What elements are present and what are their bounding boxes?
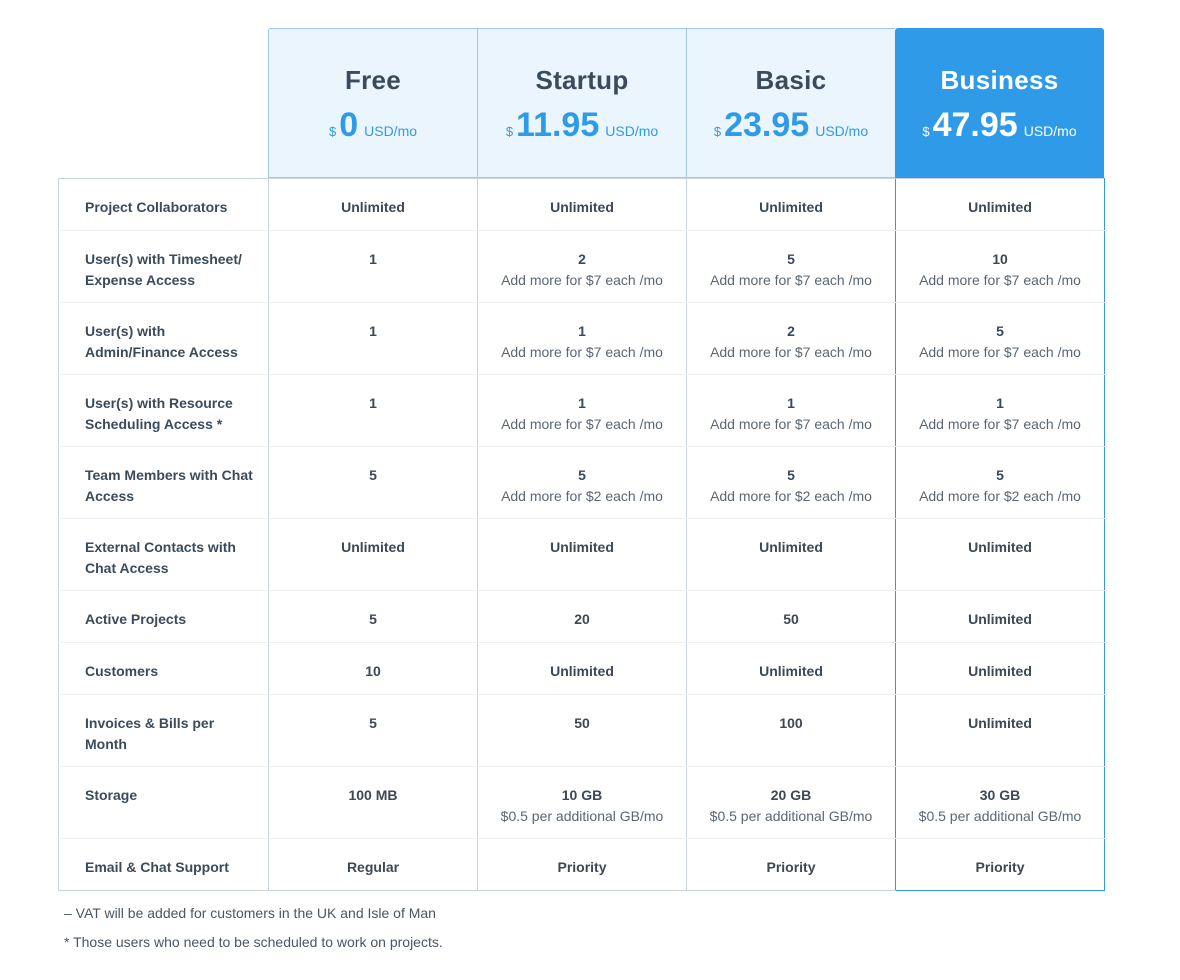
value-note: Add more for $2 each /mo: [710, 488, 872, 504]
feature-value: [687, 375, 896, 447]
feature-value: [896, 519, 1105, 591]
value-main: 1: [996, 395, 1004, 411]
value-main: 100: [779, 715, 803, 731]
feature-value: [896, 231, 1105, 303]
feature-value: [896, 767, 1105, 839]
feature-value: [478, 231, 687, 303]
currency-symbol: $: [328, 124, 337, 139]
feature-label: Invoices & Bills per Month: [59, 695, 269, 767]
feature-label: Customers: [59, 643, 269, 695]
value-main: Priority: [975, 859, 1025, 875]
plan-price: [687, 106, 895, 145]
value-note: Add more for $7 each /mo: [710, 416, 872, 432]
feature-value: [269, 695, 478, 767]
feature-value: [269, 519, 478, 591]
table-row: [59, 179, 1105, 231]
table-row: [59, 375, 1105, 447]
feature-value: [478, 767, 687, 839]
plan-header-basic: [686, 28, 895, 178]
table-row: [59, 591, 1105, 643]
value-note: Add more for $2 each /mo: [919, 488, 1081, 504]
value-main: 100 MB: [348, 787, 398, 803]
feature-value: [269, 767, 478, 839]
feature-value: [478, 447, 687, 519]
table-row: [59, 231, 1105, 303]
value-main: 1: [369, 395, 377, 411]
value-main: 10: [992, 251, 1008, 267]
table-row: [59, 447, 1105, 519]
value-note: Add more for $7 each /mo: [710, 344, 872, 360]
table-row: [59, 303, 1105, 375]
currency-symbol: $: [713, 124, 722, 139]
value-main: 5: [369, 611, 377, 627]
feature-value: [687, 767, 896, 839]
value-main: 5: [787, 467, 795, 483]
feature-label: User(s) with Admin/Finance Access: [59, 303, 269, 375]
feature-value: [896, 643, 1105, 695]
feature-value: [478, 643, 687, 695]
feature-value: [687, 179, 896, 231]
value-main: Unlimited: [759, 539, 823, 555]
value-main: Unlimited: [341, 199, 405, 215]
value-main: 5: [369, 715, 377, 731]
value-main: Unlimited: [968, 611, 1032, 627]
value-main: Unlimited: [341, 539, 405, 555]
feature-value: [269, 839, 478, 891]
feature-value: [687, 519, 896, 591]
feature-label: Project Collaborators: [59, 179, 269, 231]
plan-name: Business: [940, 65, 1059, 95]
value-main: Unlimited: [968, 663, 1032, 679]
value-main: 1: [369, 323, 377, 339]
feature-label: User(s) with Timesheet/ Expense Access: [59, 231, 269, 303]
value-main: 5: [578, 467, 586, 483]
feature-value: [896, 839, 1105, 891]
price-unit: USD/mo: [1023, 123, 1077, 139]
feature-value: [478, 375, 687, 447]
feature-label: User(s) with Resource Scheduling Access *: [59, 375, 269, 447]
plan-header-startup: [477, 28, 686, 178]
value-main: 5: [369, 467, 377, 483]
feature-value: [687, 591, 896, 643]
currency-symbol: $: [922, 124, 930, 139]
feature-label: Storage: [59, 767, 269, 839]
value-main: 10: [365, 663, 381, 679]
value-main: 10 GB: [561, 787, 603, 803]
value-note: Add more for $7 each /mo: [501, 344, 663, 360]
value-main: Priority: [766, 859, 816, 875]
value-main: 2: [787, 323, 795, 339]
pricing-table: [58, 28, 1105, 891]
price-unit: USD/mo: [364, 123, 418, 139]
value-main: 1: [578, 323, 586, 339]
feature-table: [58, 178, 1105, 891]
feature-value: [478, 839, 687, 891]
value-note: Add more for $7 each /mo: [919, 344, 1081, 360]
feature-value: [687, 231, 896, 303]
feature-value: [478, 591, 687, 643]
value-main: 1: [369, 251, 377, 267]
value-main: Regular: [346, 859, 400, 875]
price-amount: 0: [339, 106, 359, 144]
feature-value: [269, 591, 478, 643]
feature-value: [269, 303, 478, 375]
plan-price: [896, 106, 1103, 145]
price-amount: 47.95: [932, 106, 1018, 144]
value-note: $0.5 per additional GB/mo: [709, 808, 873, 824]
feature-value: [478, 303, 687, 375]
feature-value: [687, 695, 896, 767]
value-main: 5: [787, 251, 795, 267]
feature-value: [269, 447, 478, 519]
value-main: 30 GB: [979, 787, 1021, 803]
value-main: 1: [787, 395, 795, 411]
value-note: Add more for $7 each /mo: [710, 272, 872, 288]
feature-label: External Contacts with Chat Access: [59, 519, 269, 591]
feature-value: [896, 591, 1105, 643]
table-row: [59, 695, 1105, 767]
value-note: Add more for $7 each /mo: [919, 416, 1081, 432]
currency-symbol: $: [505, 124, 514, 139]
plan-name: Free: [344, 65, 402, 95]
table-row: [59, 839, 1105, 891]
value-main: Priority: [557, 859, 607, 875]
value-main: Unlimited: [759, 199, 823, 215]
plan-header-business: [895, 28, 1104, 178]
value-note: Add more for $2 each /mo: [501, 488, 663, 504]
value-main: 5: [996, 467, 1004, 483]
plan-header-row: [268, 28, 1105, 178]
price-amount: 11.95: [516, 106, 600, 144]
feature-value: [896, 447, 1105, 519]
vat-note: – VAT will be added for customers in the UK and Isle of Man: [64, 905, 436, 921]
value-main: Unlimited: [968, 199, 1032, 215]
feature-label: Team Members with Chat Access: [59, 447, 269, 519]
value-main: 5: [996, 323, 1004, 339]
feature-value: [478, 695, 687, 767]
price-amount: 23.95: [724, 106, 810, 144]
feature-value: [269, 643, 478, 695]
feature-label: Email & Chat Support: [59, 839, 269, 891]
value-note: Add more for $7 each /mo: [501, 416, 663, 432]
value-main: Unlimited: [968, 539, 1032, 555]
value-main: 20 GB: [770, 787, 812, 803]
scheduling-note: * Those users who need to be scheduled to work on projects.: [64, 934, 443, 950]
plan-price: [478, 106, 686, 145]
feature-value: [269, 231, 478, 303]
feature-value: [896, 375, 1105, 447]
price-unit: USD/mo: [605, 123, 659, 139]
value-main: 50: [783, 611, 799, 627]
plan-price: [269, 106, 477, 145]
feature-value: [896, 179, 1105, 231]
footnotes: [64, 905, 443, 963]
table-row: [59, 519, 1105, 591]
value-main: 50: [574, 715, 590, 731]
plan-name: Startup: [535, 65, 629, 95]
value-main: Unlimited: [550, 199, 614, 215]
feature-value: [687, 303, 896, 375]
plan-name: Basic: [755, 65, 827, 95]
plan-header-free: [268, 28, 477, 178]
value-main: Unlimited: [759, 663, 823, 679]
price-unit: USD/mo: [815, 123, 869, 139]
feature-value: [896, 303, 1105, 375]
feature-value: [687, 447, 896, 519]
table-row: [59, 767, 1105, 839]
feature-value: [687, 839, 896, 891]
value-main: 1: [578, 395, 586, 411]
feature-value: [687, 643, 896, 695]
feature-value: [896, 695, 1105, 767]
value-note: $0.5 per additional GB/mo: [500, 808, 664, 824]
table-row: [59, 643, 1105, 695]
feature-value: [269, 375, 478, 447]
feature-value: [478, 179, 687, 231]
value-main: 2: [578, 251, 586, 267]
value-main: Unlimited: [550, 539, 614, 555]
value-note: $0.5 per additional GB/mo: [918, 808, 1082, 824]
feature-value: [478, 519, 687, 591]
value-note: Add more for $7 each /mo: [501, 272, 663, 288]
value-note: Add more for $7 each /mo: [919, 272, 1081, 288]
value-main: 20: [574, 611, 590, 627]
value-main: Unlimited: [968, 715, 1032, 731]
feature-value: [269, 179, 478, 231]
feature-label: Active Projects: [59, 591, 269, 643]
value-main: Unlimited: [550, 663, 614, 679]
